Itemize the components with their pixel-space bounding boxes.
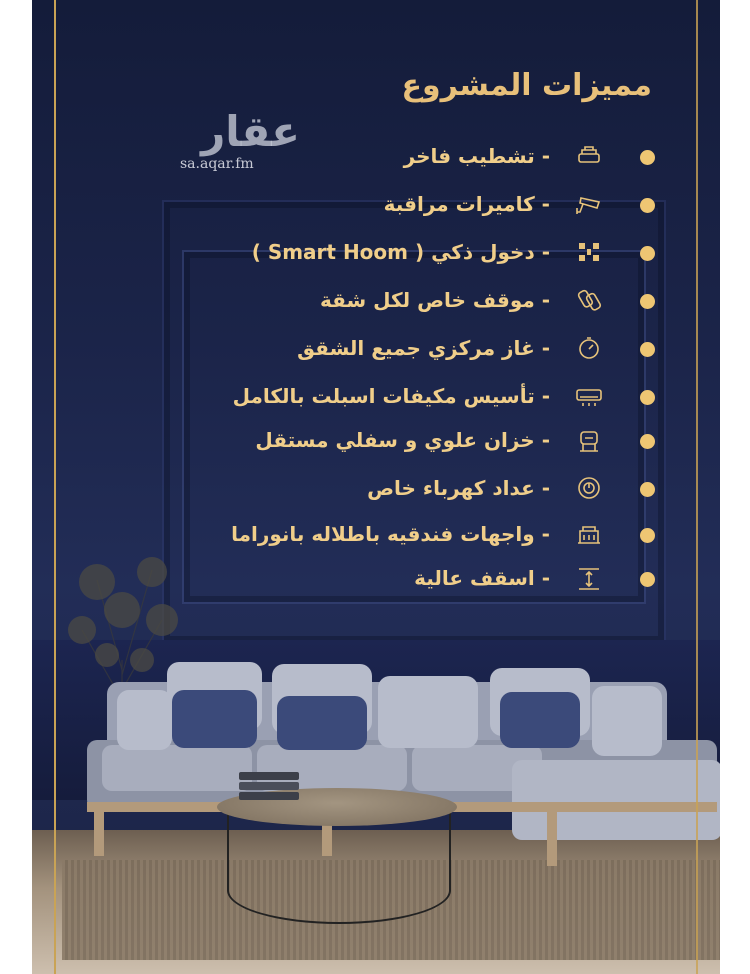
bullet-dot bbox=[640, 294, 655, 309]
feature-item bbox=[0, 282, 750, 322]
feature-label: - خزان علوي و سفلي مستقل bbox=[255, 428, 550, 452]
sofa-leg bbox=[547, 810, 557, 866]
stacked-books bbox=[239, 770, 299, 802]
sofa-leg bbox=[94, 810, 104, 856]
bullet-dot bbox=[640, 150, 655, 165]
paint-roller-icon bbox=[574, 144, 604, 170]
feature-label: - عداد كهرباء خاص bbox=[367, 476, 550, 500]
security-camera-icon bbox=[574, 192, 604, 218]
sofa-seat bbox=[102, 745, 252, 791]
feature-label: - واجهات فندقيه باطلاله بانوراما bbox=[231, 522, 550, 546]
cushion bbox=[277, 696, 367, 750]
electric-meter-icon bbox=[574, 476, 604, 502]
watermark-url: sa.aqar.fm bbox=[180, 156, 254, 172]
feature-label: - كاميرات مراقبة bbox=[383, 192, 550, 216]
bullet-dot bbox=[640, 482, 655, 497]
bullet-dot bbox=[640, 342, 655, 357]
feature-label: - دخول ذكي ( Smart Hoom ) bbox=[251, 240, 550, 264]
feature-label: - غاز مركزي جميع الشقق bbox=[297, 336, 550, 360]
bullet-dot bbox=[640, 246, 655, 261]
feature-label: - اسقف عالية bbox=[414, 566, 550, 590]
cushion bbox=[172, 690, 257, 748]
page-title: مميزات المشروع bbox=[401, 68, 652, 103]
bullet-dot bbox=[640, 572, 655, 587]
high-ceiling-icon bbox=[574, 566, 604, 592]
building-facade-icon bbox=[574, 522, 604, 548]
sofa-chaise bbox=[512, 760, 720, 840]
feature-item bbox=[0, 470, 750, 510]
gas-meter-icon bbox=[574, 336, 604, 362]
feature-item bbox=[0, 516, 750, 556]
cushion bbox=[117, 690, 172, 750]
bullet-dot bbox=[640, 198, 655, 213]
feature-label: - تأسيس مكيفات اسبلت بالكامل bbox=[232, 384, 550, 408]
feature-label: - تشطيب فاخر bbox=[403, 144, 550, 168]
feature-item bbox=[0, 138, 750, 178]
feature-item bbox=[0, 378, 750, 418]
cushion bbox=[378, 676, 478, 748]
feature-item bbox=[0, 186, 750, 226]
feature-item bbox=[0, 560, 750, 600]
feature-item bbox=[0, 330, 750, 370]
bullet-dot bbox=[640, 528, 655, 543]
water-tank-icon bbox=[574, 428, 604, 454]
bullet-dot bbox=[640, 390, 655, 405]
cushion bbox=[592, 686, 662, 756]
watermark-brand: عقار bbox=[201, 107, 300, 156]
feature-item bbox=[0, 422, 750, 462]
feature-item bbox=[0, 234, 750, 274]
cushion bbox=[500, 692, 580, 748]
smart-lock-icon bbox=[574, 240, 604, 266]
air-conditioner-icon bbox=[574, 384, 604, 410]
car-parking-icon bbox=[574, 288, 604, 314]
feature-label: - موقف خاص لكل شقة bbox=[320, 288, 550, 312]
coffee-table-frame bbox=[227, 812, 451, 924]
bullet-dot bbox=[640, 434, 655, 449]
